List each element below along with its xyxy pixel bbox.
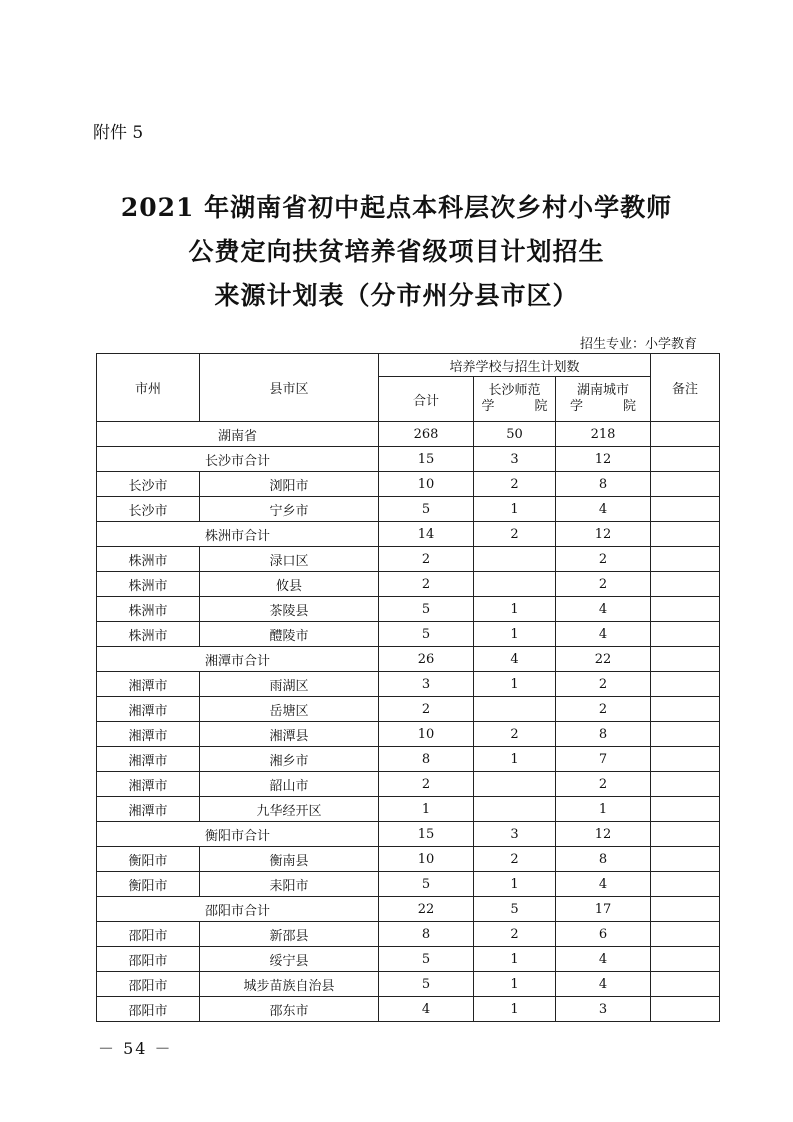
table-row bbox=[97, 497, 720, 522]
table-row bbox=[97, 697, 720, 722]
school-1-cell: 1 bbox=[474, 972, 556, 997]
school-2-cell: 4 bbox=[556, 872, 651, 897]
county-cell: 九华经开区 bbox=[200, 797, 379, 822]
table-header-row bbox=[97, 354, 720, 377]
city-cell: 湘潭市 bbox=[97, 722, 200, 747]
table-summary-row bbox=[97, 522, 720, 547]
enrollment-plan-table bbox=[96, 353, 720, 1022]
city-cell: 湘潭市 bbox=[97, 697, 200, 722]
total-cell: 10 bbox=[379, 722, 474, 747]
table-row bbox=[97, 947, 720, 972]
school-1-cell: 2 bbox=[474, 722, 556, 747]
note-cell bbox=[651, 722, 720, 747]
school-1-cell: 5 bbox=[474, 897, 556, 922]
table-row bbox=[97, 922, 720, 947]
header-school-1 bbox=[474, 377, 556, 422]
note-cell bbox=[651, 747, 720, 772]
city-cell: 邵阳市 bbox=[97, 947, 200, 972]
note-cell bbox=[651, 797, 720, 822]
school-1-cell bbox=[474, 547, 556, 572]
total-cell: 22 bbox=[379, 897, 474, 922]
header-school-group: 培养学校与招生计划数 bbox=[379, 354, 651, 377]
school-1-name: 长沙师范 bbox=[488, 383, 541, 398]
page-number: － 54 － bbox=[98, 1039, 173, 1058]
table-row bbox=[97, 622, 720, 647]
note-cell bbox=[651, 697, 720, 722]
city-cell: 株洲市 bbox=[97, 622, 200, 647]
total-cell: 14 bbox=[379, 522, 474, 547]
school-2-cell: 2 bbox=[556, 697, 651, 722]
total-cell: 15 bbox=[379, 822, 474, 847]
table-row bbox=[97, 472, 720, 497]
summary-label: 衡阳市合计 bbox=[97, 822, 379, 847]
city-cell: 株洲市 bbox=[97, 597, 200, 622]
school-2-cell: 12 bbox=[556, 522, 651, 547]
county-cell: 宁乡市 bbox=[200, 497, 379, 522]
header-county: 县市区 bbox=[200, 354, 379, 422]
county-cell: 湘潭县 bbox=[200, 722, 379, 747]
school-2-cell: 4 bbox=[556, 597, 651, 622]
total-cell: 268 bbox=[379, 422, 474, 447]
school-1-cell: 1 bbox=[474, 947, 556, 972]
school-2-cell: 8 bbox=[556, 472, 651, 497]
city-cell: 长沙市 bbox=[97, 472, 200, 497]
school-1-cell bbox=[474, 772, 556, 797]
school-1-cell: 1 bbox=[474, 997, 556, 1022]
city-cell: 湘潭市 bbox=[97, 797, 200, 822]
note-cell bbox=[651, 922, 720, 947]
total-cell: 15 bbox=[379, 447, 474, 472]
school-2-cell: 12 bbox=[556, 447, 651, 472]
school-1-cell bbox=[474, 572, 556, 597]
total-cell: 3 bbox=[379, 672, 474, 697]
county-cell: 雨湖区 bbox=[200, 672, 379, 697]
school-2-suffix-b: 院 bbox=[622, 399, 636, 414]
school-2-cell: 6 bbox=[556, 922, 651, 947]
table-row bbox=[97, 797, 720, 822]
school-1-suffix-a: 学 bbox=[481, 399, 495, 414]
table-summary-row bbox=[97, 447, 720, 472]
county-cell: 耒阳市 bbox=[200, 872, 379, 897]
county-cell: 攸县 bbox=[200, 572, 379, 597]
school-2-cell: 4 bbox=[556, 947, 651, 972]
school-1-cell: 1 bbox=[474, 597, 556, 622]
school-2-cell: 12 bbox=[556, 822, 651, 847]
total-cell: 2 bbox=[379, 697, 474, 722]
school-1-cell: 2 bbox=[474, 472, 556, 497]
total-cell: 10 bbox=[379, 847, 474, 872]
total-cell: 2 bbox=[379, 572, 474, 597]
total-cell: 10 bbox=[379, 472, 474, 497]
county-cell: 茶陵县 bbox=[200, 597, 379, 622]
school-2-cell: 4 bbox=[556, 497, 651, 522]
school-1-cell: 1 bbox=[474, 622, 556, 647]
table-row bbox=[97, 722, 720, 747]
city-cell: 湘潭市 bbox=[97, 747, 200, 772]
table-row bbox=[97, 597, 720, 622]
school-2-name: 湖南城市 bbox=[576, 383, 629, 398]
table-row bbox=[97, 972, 720, 997]
title-line-3: 来源计划表（分市州分县市区） bbox=[214, 281, 579, 310]
city-cell: 株洲市 bbox=[97, 572, 200, 597]
school-2-cell: 3 bbox=[556, 997, 651, 1022]
total-cell: 26 bbox=[379, 647, 474, 672]
table-summary-row bbox=[97, 822, 720, 847]
note-cell bbox=[651, 472, 720, 497]
city-cell: 湘潭市 bbox=[97, 672, 200, 697]
city-cell: 株洲市 bbox=[97, 547, 200, 572]
county-cell: 新邵县 bbox=[200, 922, 379, 947]
total-cell: 8 bbox=[379, 922, 474, 947]
school-2-cell: 22 bbox=[556, 647, 651, 672]
note-cell bbox=[651, 622, 720, 647]
note-cell bbox=[651, 447, 720, 472]
note-cell bbox=[651, 947, 720, 972]
school-1-cell: 2 bbox=[474, 522, 556, 547]
school-1-cell bbox=[474, 797, 556, 822]
note-cell bbox=[651, 897, 720, 922]
header-city: 市州 bbox=[97, 354, 200, 422]
school-2-cell: 218 bbox=[556, 422, 651, 447]
county-cell: 邵东市 bbox=[200, 997, 379, 1022]
county-cell: 醴陵市 bbox=[200, 622, 379, 647]
school-2-cell: 1 bbox=[556, 797, 651, 822]
city-cell: 衡阳市 bbox=[97, 847, 200, 872]
city-cell: 邵阳市 bbox=[97, 972, 200, 997]
table-row bbox=[97, 772, 720, 797]
school-1-cell: 50 bbox=[474, 422, 556, 447]
note-cell bbox=[651, 847, 720, 872]
city-cell: 邵阳市 bbox=[97, 922, 200, 947]
school-2-cell: 2 bbox=[556, 772, 651, 797]
school-2-cell: 2 bbox=[556, 672, 651, 697]
summary-label: 长沙市合计 bbox=[97, 447, 379, 472]
school-1-cell: 2 bbox=[474, 922, 556, 947]
school-2-cell: 8 bbox=[556, 847, 651, 872]
note-cell bbox=[651, 547, 720, 572]
city-cell: 邵阳市 bbox=[97, 997, 200, 1022]
city-cell: 衡阳市 bbox=[97, 872, 200, 897]
header-school-2 bbox=[556, 377, 651, 422]
school-2-cell: 8 bbox=[556, 722, 651, 747]
county-cell: 绥宁县 bbox=[200, 947, 379, 972]
total-cell: 8 bbox=[379, 747, 474, 772]
total-cell: 1 bbox=[379, 797, 474, 822]
note-cell bbox=[651, 822, 720, 847]
school-1-cell: 1 bbox=[474, 872, 556, 897]
note-cell bbox=[651, 772, 720, 797]
note-cell bbox=[651, 972, 720, 997]
school-1-cell: 1 bbox=[474, 672, 556, 697]
county-cell: 城步苗族自治县 bbox=[200, 972, 379, 997]
note-cell bbox=[651, 997, 720, 1022]
title-line-1: 2021 年湖南省初中起点本科层次乡村小学教师 bbox=[120, 193, 673, 222]
school-1-cell: 1 bbox=[474, 497, 556, 522]
note-cell bbox=[651, 672, 720, 697]
summary-label: 邵阳市合计 bbox=[97, 897, 379, 922]
table-row bbox=[97, 747, 720, 772]
total-cell: 5 bbox=[379, 622, 474, 647]
total-cell: 5 bbox=[379, 497, 474, 522]
table-row bbox=[97, 847, 720, 872]
note-cell bbox=[651, 647, 720, 672]
school-1-suffix-b: 院 bbox=[534, 399, 548, 414]
total-cell: 2 bbox=[379, 547, 474, 572]
header-note: 备注 bbox=[651, 354, 720, 422]
table-row bbox=[97, 997, 720, 1022]
county-cell: 韶山市 bbox=[200, 772, 379, 797]
school-1-cell: 1 bbox=[474, 747, 556, 772]
school-2-cell: 4 bbox=[556, 622, 651, 647]
school-2-cell: 2 bbox=[556, 572, 651, 597]
table-row bbox=[97, 547, 720, 572]
county-cell: 衡南县 bbox=[200, 847, 379, 872]
school-2-cell: 7 bbox=[556, 747, 651, 772]
school-1-cell: 4 bbox=[474, 647, 556, 672]
header-total: 合计 bbox=[379, 377, 474, 422]
table-summary-row bbox=[97, 422, 720, 447]
attachment-label: 附件 5 bbox=[93, 123, 144, 143]
county-cell: 岳塘区 bbox=[200, 697, 379, 722]
note-cell bbox=[651, 572, 720, 597]
county-cell: 浏阳市 bbox=[200, 472, 379, 497]
summary-label: 湘潭市合计 bbox=[97, 647, 379, 672]
school-2-cell: 17 bbox=[556, 897, 651, 922]
school-2-cell: 4 bbox=[556, 972, 651, 997]
note-cell bbox=[651, 422, 720, 447]
city-cell: 湘潭市 bbox=[97, 772, 200, 797]
table-summary-row bbox=[97, 647, 720, 672]
title-line-2: 公费定向扶贫培养省级项目计划招生 bbox=[188, 237, 605, 266]
city-cell: 长沙市 bbox=[97, 497, 200, 522]
school-1-cell: 3 bbox=[474, 822, 556, 847]
note-cell bbox=[651, 872, 720, 897]
enrollment-major: 招生专业：小学教育 bbox=[579, 337, 697, 352]
school-1-cell: 3 bbox=[474, 447, 556, 472]
summary-label: 株洲市合计 bbox=[97, 522, 379, 547]
school-1-cell: 2 bbox=[474, 847, 556, 872]
note-cell bbox=[651, 597, 720, 622]
total-cell: 5 bbox=[379, 597, 474, 622]
table-row bbox=[97, 672, 720, 697]
total-cell: 5 bbox=[379, 972, 474, 997]
total-cell: 2 bbox=[379, 772, 474, 797]
county-cell: 渌口区 bbox=[200, 547, 379, 572]
total-cell: 5 bbox=[379, 947, 474, 972]
county-cell: 湘乡市 bbox=[200, 747, 379, 772]
total-cell: 5 bbox=[379, 872, 474, 897]
summary-label: 湖南省 bbox=[97, 422, 379, 447]
note-cell bbox=[651, 497, 720, 522]
school-1-cell bbox=[474, 697, 556, 722]
note-cell bbox=[651, 522, 720, 547]
school-2-suffix-a: 学 bbox=[570, 399, 584, 414]
total-cell: 4 bbox=[379, 997, 474, 1022]
table-row bbox=[97, 572, 720, 597]
table-row bbox=[97, 872, 720, 897]
school-2-cell: 2 bbox=[556, 547, 651, 572]
table-summary-row bbox=[97, 897, 720, 922]
